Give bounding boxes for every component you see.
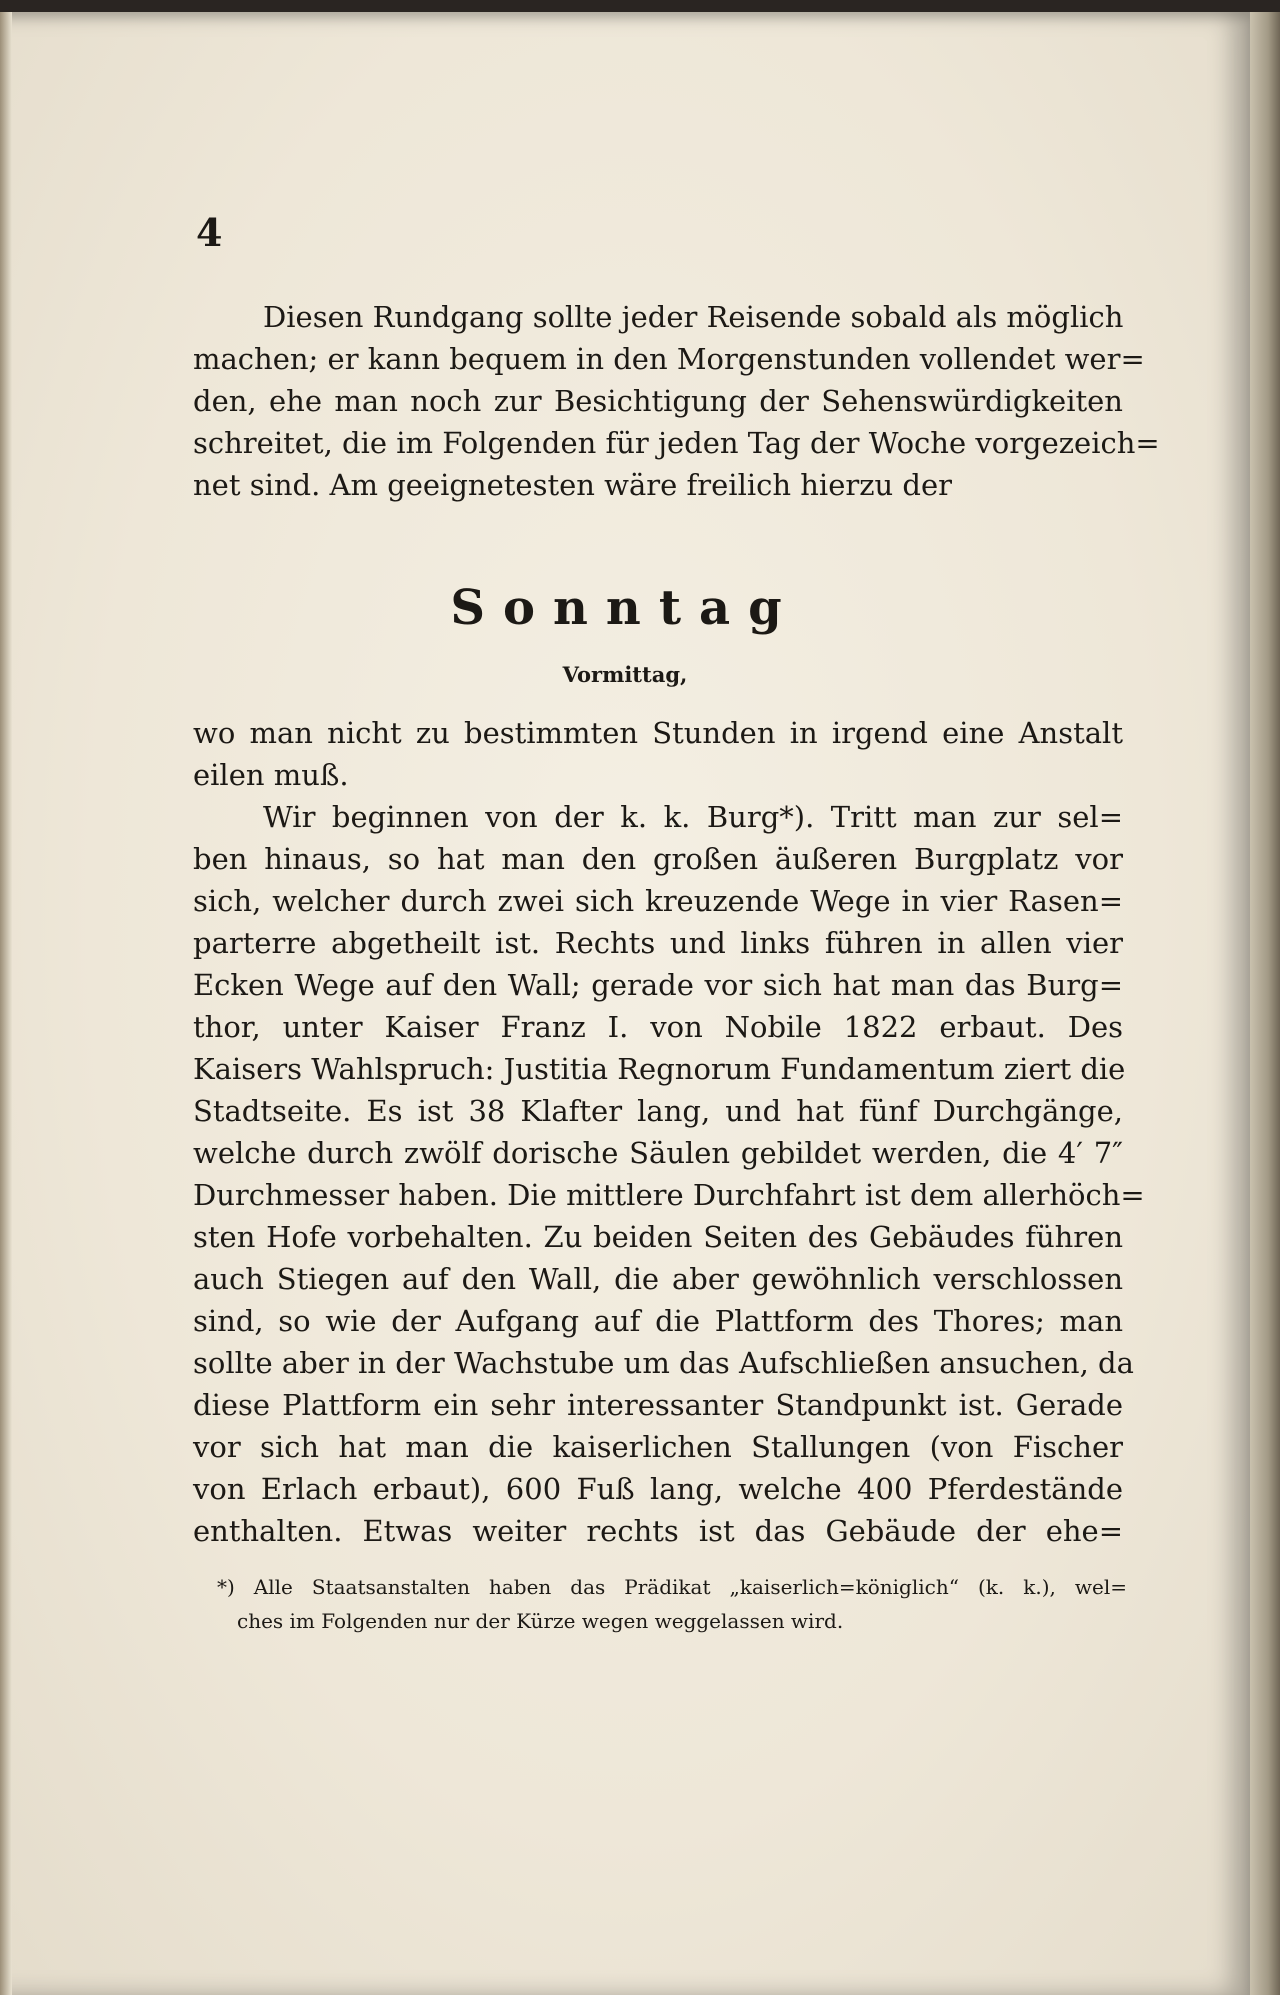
- footnote: [217, 1570, 1127, 1638]
- text-line: *) Alle Staatsanstalten haben das Prädikat „kaiserlich=königlich“ (k. k.), wel=: [217, 1575, 1127, 1599]
- text-line: parterre abgetheilt ist. Rechts und links führen in allen vier: [193, 926, 1123, 960]
- text-line: sten Hofe vorbehalten. Zu beiden Seiten des Gebäudes führen: [193, 1220, 1123, 1254]
- page-gutter-shadow: [0, 12, 12, 1995]
- text-line: schreitet, die im Folgenden für jeden Tag der Woche vorgezeich=: [193, 426, 1160, 460]
- text-line: Durchmesser haben. Die mittlere Durchfahrt ist dem allerhöch=: [193, 1178, 1145, 1212]
- text-line: vor sich hat man die kaiserlichen Stallungen (von Fischer: [193, 1430, 1123, 1464]
- text-line: den, ehe man noch zur Besichtigung der Sehenswürdigkeiten: [193, 384, 1123, 418]
- paragraph-intro: [193, 296, 1160, 506]
- page-number: 4: [196, 210, 223, 255]
- text-line: enthalten. Etwas weiter rechts ist das Gebäude der ehe=: [193, 1514, 1123, 1548]
- text-line: eilen muß.: [193, 758, 349, 792]
- text-line: ches im Folgenden nur der Kürze wegen weggelassen wird.: [237, 1609, 844, 1633]
- text-line: Wir beginnen von der k. k. Burg*). Tritt man zur sel=: [263, 800, 1123, 834]
- text-line: auch Stiegen auf den Wall, die aber gewöhnlich verschlossen: [193, 1262, 1123, 1296]
- paragraph-continuation: [193, 712, 1123, 796]
- text-line: wo man nicht zu bestimmten Stunden in irgend eine Anstalt: [193, 716, 1123, 750]
- section-heading: Sonntag: [450, 580, 800, 636]
- text-line: sich, welcher durch zwei sich kreuzende Wege in vier Rasen=: [193, 884, 1123, 918]
- text-line: Kaisers Wahlspruch: Justitia Regnorum Fundamentum ziert die: [193, 1052, 1126, 1086]
- text-line: Ecken Wege auf den Wall; gerade vor sich hat man das Burg=: [193, 968, 1123, 1002]
- text-line: welche durch zwölf dorische Säulen gebildet werden, die 4′ 7″: [193, 1136, 1123, 1170]
- text-line: sollte aber in der Wachstube um das Aufschließen ansuchen, da: [193, 1346, 1134, 1380]
- text-line: net sind. Am geeignetesten wäre freilich hierzu der: [193, 468, 952, 502]
- text-line: diese Plattform ein sehr interessanter Standpunkt ist. Gerade: [193, 1388, 1123, 1422]
- text-line: Diesen Rundgang sollte jeder Reisende sobald als möglich: [263, 300, 1124, 334]
- paragraph-main: [193, 796, 1145, 1552]
- text-line: thor, unter Kaiser Franz I. von Nobile 1822 erbaut. Des: [193, 1010, 1123, 1044]
- page-fore-edge: [1250, 12, 1280, 1995]
- text-line: von Erlach erbaut), 600 Fuß lang, welche 400 Pferdeständе: [193, 1472, 1123, 1506]
- section-subheading: Vormittag,: [562, 662, 688, 687]
- text-line: sind, so wie der Aufgang auf die Plattform des Thores; man: [193, 1304, 1123, 1338]
- text-line: machen; er kann bequem in den Morgenstunden vollendet wer=: [193, 342, 1145, 376]
- text-line: Stadtseite. Es ist 38 Klafter lang, und hat fünf Durchgänge,: [193, 1094, 1123, 1128]
- text-line: ben hinaus, so hat man den großen äußeren Burgplatz vor: [193, 842, 1123, 876]
